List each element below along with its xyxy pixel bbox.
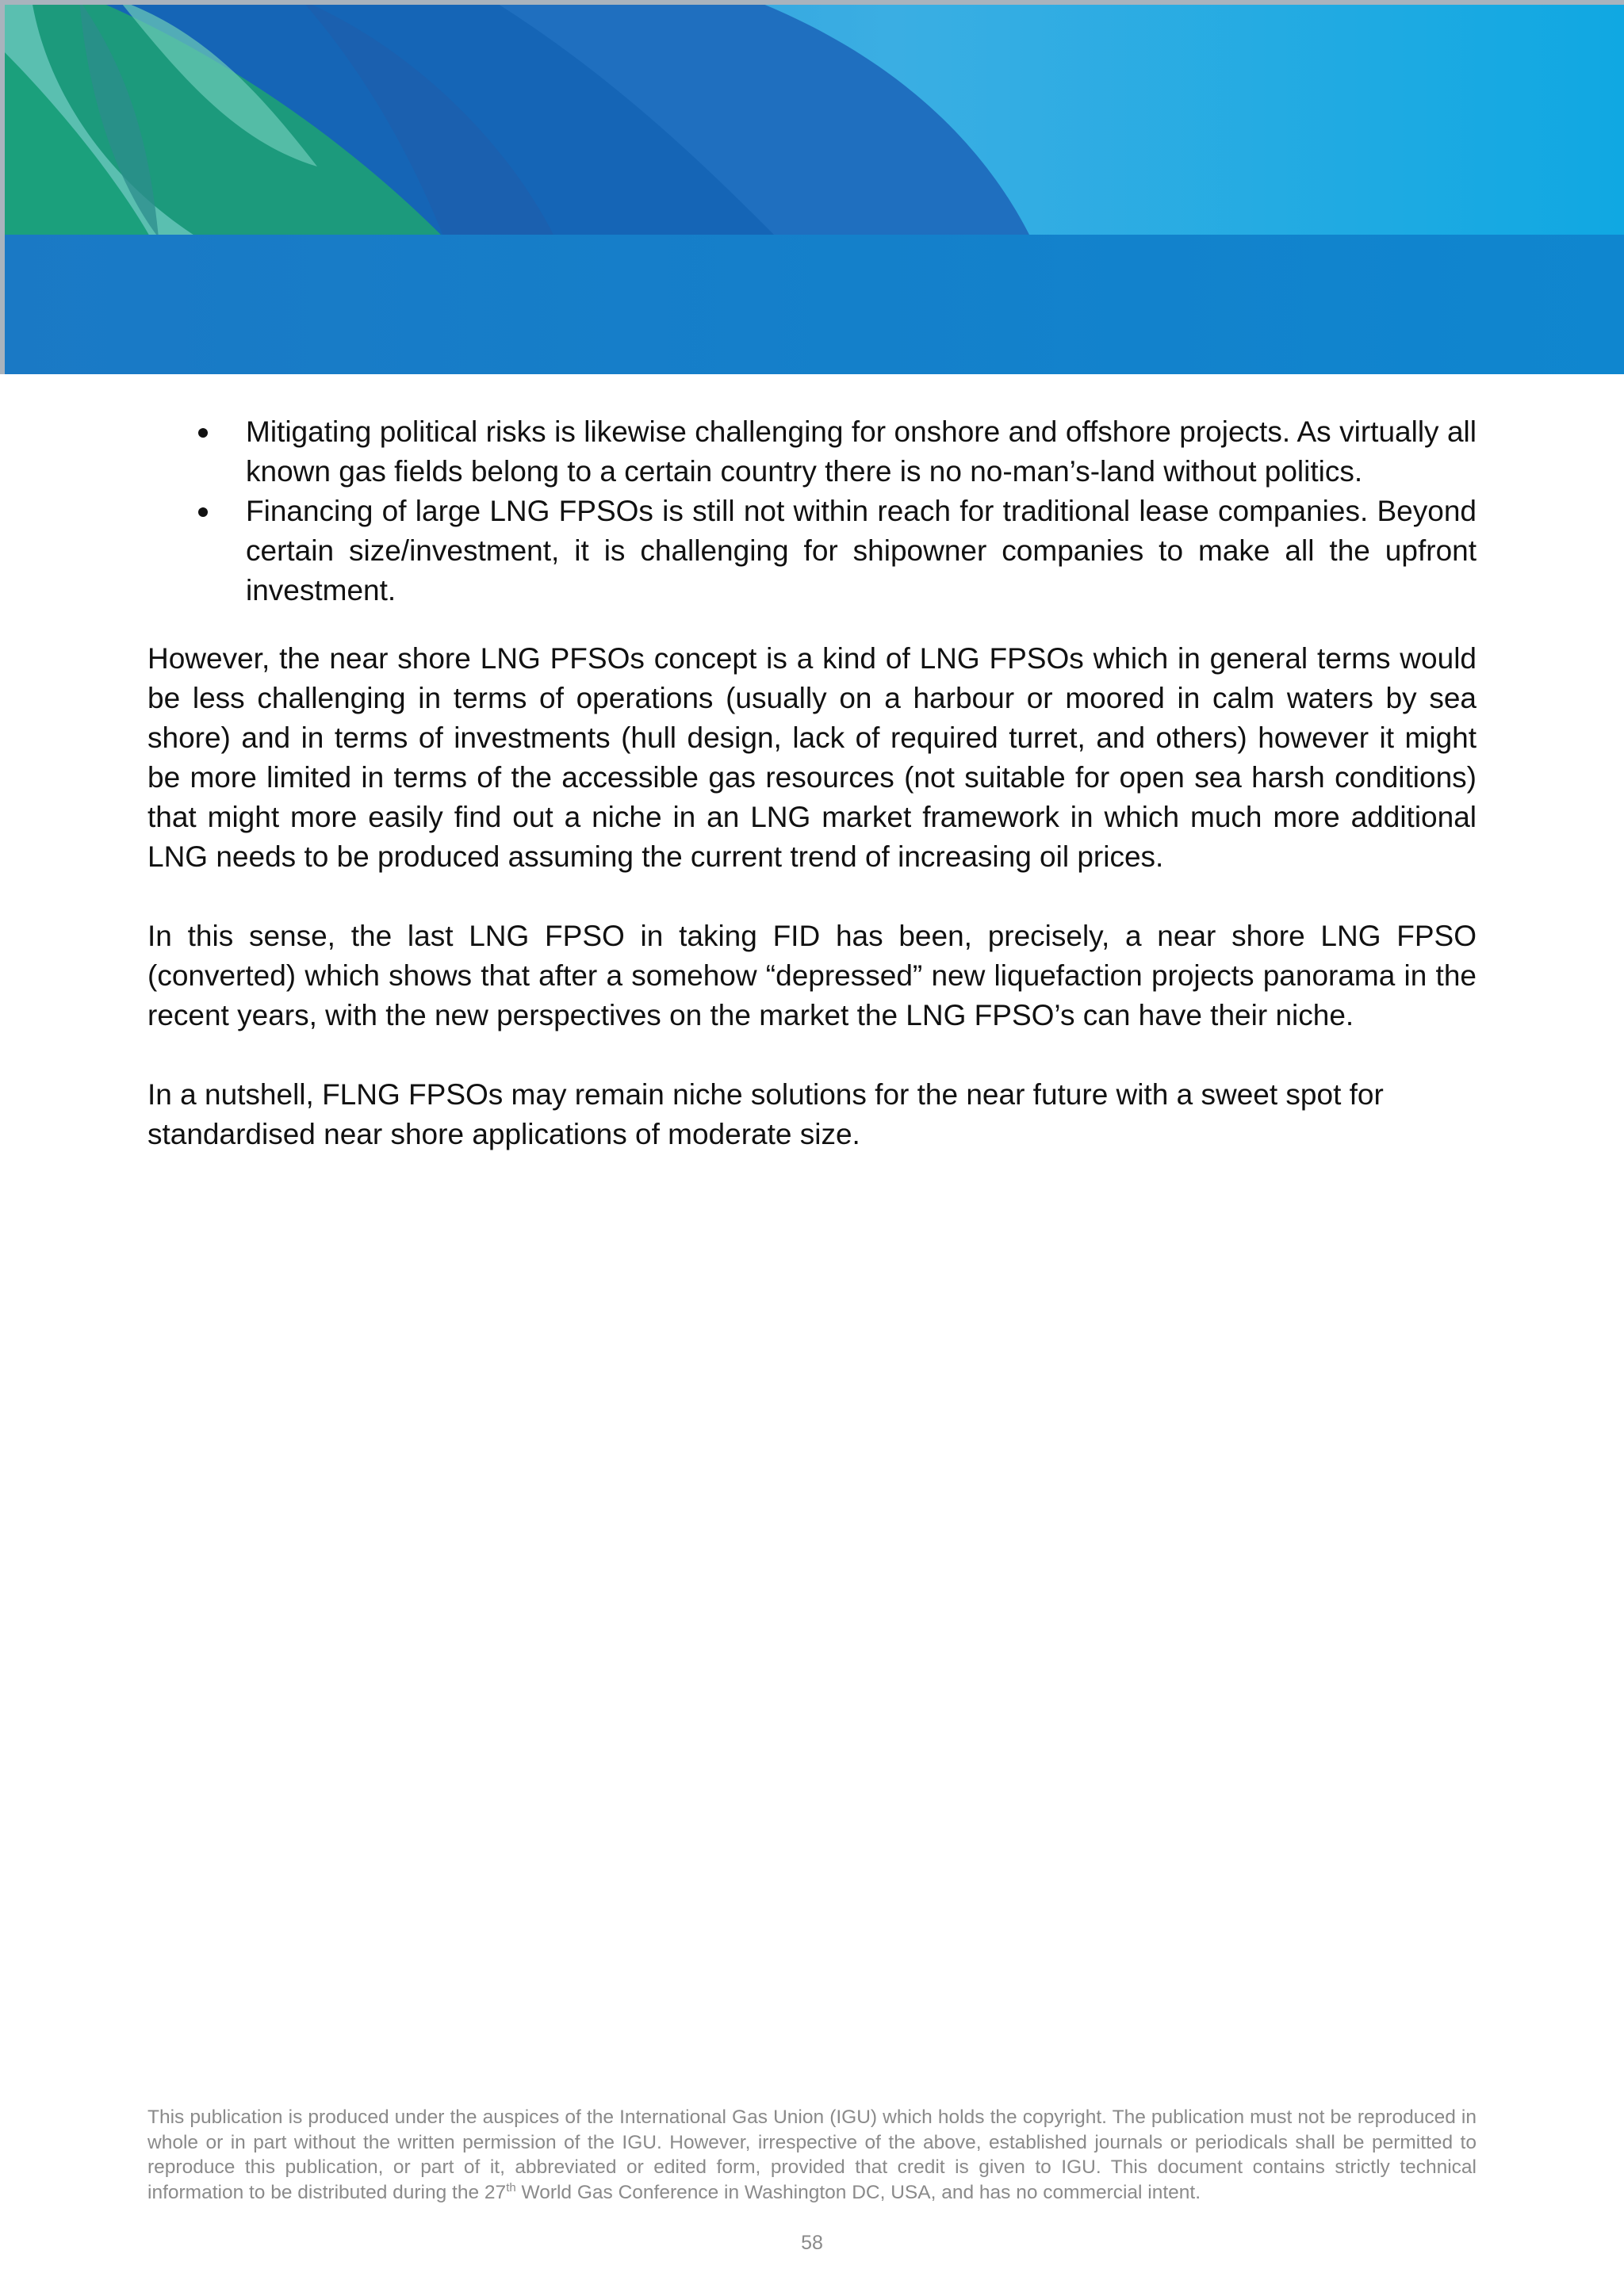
bullet-item bbox=[147, 412, 1477, 492]
footer-text: This publication is produced under the auspices of the International Gas Union (IGU) which holds the copyright. The publication must not be reproduced in whole or in part without the written permission of the IGU. However, irrespective of the above, established journals or periodicals shall be permitted to reproduce this publication, or part of it, abbreviated or edited form, provided that credit is given to IGU. This document contains strictly technical information to be distributed during the 27 bbox=[147, 2107, 1477, 2203]
document-body bbox=[147, 412, 1477, 1154]
footer-superscript: th bbox=[506, 2180, 516, 2195]
bullet-text: Financing of large LNG FPSOs is still not within reach for traditional lease companies. Beyond certain size/investment, it is challenging for shipowner companies to make all the upfront investment. bbox=[246, 495, 1477, 607]
paragraph: However, the near shore LNG PFSOs concept is a kind of LNG FPSOs which in general terms would be less challenging in terms of operations (usually on a harbour or moored in calm waters by sea shore) and in terms of investments (hull design, lack of required turret, and others) however it might be more limited in terms of the accessible gas resources (not suitable for open sea harsh conditions) that might more easily find out a niche in an LNG market framework in which much more additional LNG needs to be produced assuming the current trend of increasing oil prices. bbox=[147, 642, 1477, 873]
header-banner bbox=[0, 0, 1624, 374]
bullet-dot-icon bbox=[198, 507, 208, 517]
page-number: 58 bbox=[801, 2232, 823, 2254]
header-banner-graphic bbox=[0, 0, 1624, 374]
paragraph: In this sense, the last LNG FPSO in taking FID has been, precisely, a near shore LNG FPSO (converted) which shows that after a somehow “depressed” new liquefaction projects panorama in the recent years, with the new perspectives on the market the LNG FPSO’s can have their niche. bbox=[147, 920, 1477, 1031]
bullet-text: Mitigating political risks is likewise challenging for onshore and offshore projects. As virtually all known gas fields belong to a certain country there is no no-man’s-land without politics. bbox=[246, 415, 1477, 488]
bullet-dot-icon bbox=[198, 428, 208, 438]
footer-text-end: World Gas Conference in Washington DC, USA, and has no commercial intent. bbox=[515, 2181, 1201, 2203]
bullet-list bbox=[147, 412, 1477, 610]
paragraph: In a nutshell, FLNG FPSOs may remain niche solutions for the near future with a sweet spot for standardised near shore applications of moderate size. bbox=[147, 1078, 1384, 1150]
copyright-footer bbox=[147, 2105, 1477, 2205]
bullet-item bbox=[147, 492, 1477, 610]
